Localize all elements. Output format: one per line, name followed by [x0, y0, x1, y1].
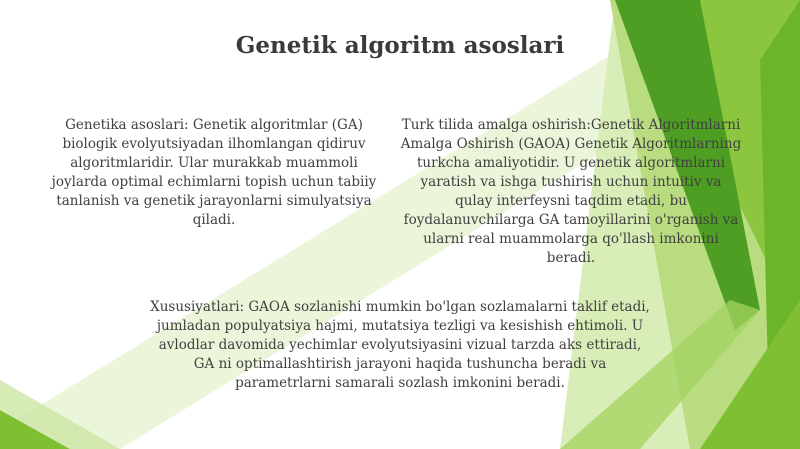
slide-title: Genetik algoritm asoslari [235, 32, 565, 59]
paragraph-genetics-basics: Genetika asoslari: Genetik algoritmlar (GA) biologik evolyutsiyadan ilhomlangan qidiruv algoritmlaridir. Ular murakkab muammoli joylarda optimal echimlarni topish uchun tabiiy tanlanish va genetik jarayonlarni simulyatsiya qiladi. [51, 117, 377, 228]
paragraph-features: Xususiyatlari: GAOA sozlanishi mumkin bo'lgan sozlamalarni taklif etadi, jumladan populyatsiya hajmi, mutatsiya tezligi va kesishish ehtimoli. U avlodlar davomida yechimlar evolyutsiyasini vizual tarzda aks ettiradi, GA ni optimallashtirish jarayoni haqida tushuncha beradi va parametrlarni samarali sozlash imkonini beradi. [150, 299, 650, 391]
paragraph-turkish-implementation: Turk tilida amalga oshirish:Genetik Algoritmlarni Amalga Oshirish (GAOA) Genetik Algoritmlarning turkcha amaliyotidir. U genetik algoritmlarni yaratish va ishga tushirish uchun intuitiv va qulay interfeysni taqdim etadi, bu foydalanuvchilarga GA tamoyillarini o'rganish va ularni real muammolarga qo'llash imkonini beradi. [400, 117, 742, 266]
